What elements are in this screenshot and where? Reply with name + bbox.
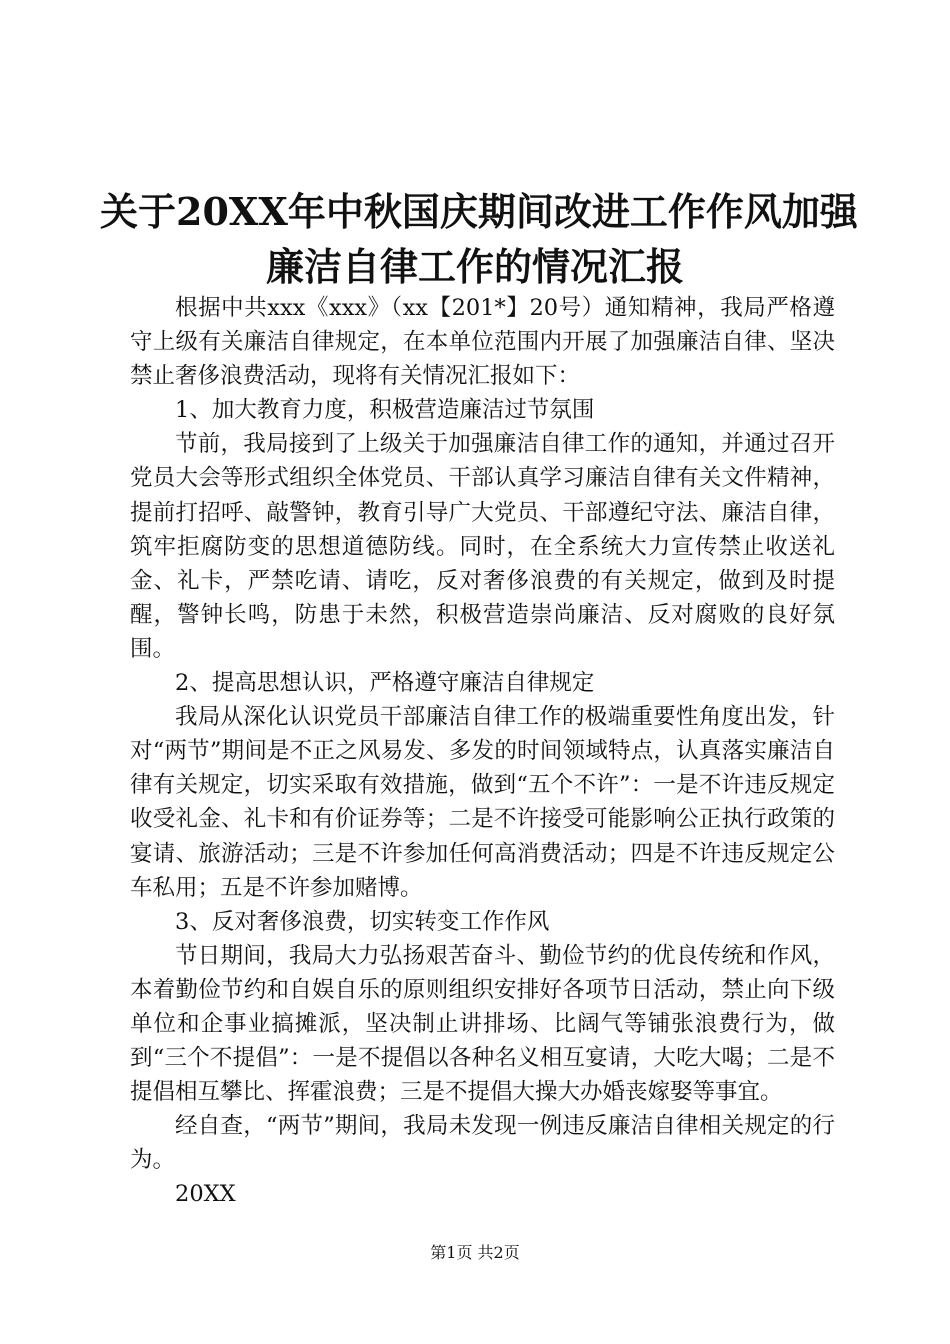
intro-paragraph: 根据中共xxx《xxx》（xx【201*】20号）通知精神，我局严格遵守上级有关廉洁自律规定，在本单位范围内开展了加强廉洁自律、坚决禁止奢侈浪费活动，现将有关情况汇报如下： [130,295,835,390]
section-paragraph-1: 节前，我局接到了上级关于加强廉洁自律工作的通知，并通过召开党员大会等形式组织全体党员、干部认真学习廉洁自律有关文件精神，提前打招呼、敲警钟，教育引导广大党员、干部遵纪守法、廉洁自律，筑牢拒腐防变的思想道德防线。同时，在全系统大力宣传禁止收送礼金、礼卡，严禁吃请、请吃，反对奢侈浪费的有关规定，做到及时提醒，警钟长鸣，防患于未然，积极营造崇尚廉洁、反对腐败的良好氛围。 [130,431,835,662]
page-number-footer: 第1页 共2页 [430,1243,520,1262]
document-title-line-2: 廉洁自律工作的情况汇报 [265,244,684,289]
document-title-line-1: 关于20XX年中秋国庆期间改进工作作风加强 [100,189,858,234]
section-paragraph-3: 节日期间，我局大力弘扬艰苦奋斗、勤俭节约的优良传统和作风，本着勤俭节约和自娱自乐的原则组织安排好各项节日活动，禁止向下级单位和企事业搞摊派，坚决制止讲排场、比阔气等铺张浪费行为，做到“三个不提倡”：一是不提倡以各种名义相互宴请，大吃大喝；二是不提倡相互攀比、挥霍浪费；三是不提倡大操大办婚丧嫁娶等事宜。 [130,942,835,1106]
section-heading-3: 3、反对奢侈浪费，切实转变工作作风 [175,908,550,935]
section-heading-2: 2、提高思想认识，严格遵守廉洁自律规定 [175,670,595,697]
date-line: 20XX [175,1181,236,1208]
section-paragraph-2: 我局从深化认识党员干部廉洁自律工作的极端重要性角度出发，针对“两节”期间是不正之风易发、多发的时间领域特点，认真落实廉洁自律有关规定，切实采取有效措施，做到“五个不许”：一是不许违反规定收受礼金、礼卡和有价证券等；二是不许接受可能影响公正执行政策的宴请、旅游活动；三是不许参加任何高消费活动；四是不许违反规定公车私用；五是不许参加赌博。 [130,704,835,901]
conclusion-paragraph: 经自查，“两节”期间，我局未发现一例违反廉洁自律相关规定的行为。 [130,1113,835,1174]
section-heading-1: 1、加大教育力度，积极营造廉洁过节氛围 [175,397,595,424]
document-body [130,291,835,1212]
